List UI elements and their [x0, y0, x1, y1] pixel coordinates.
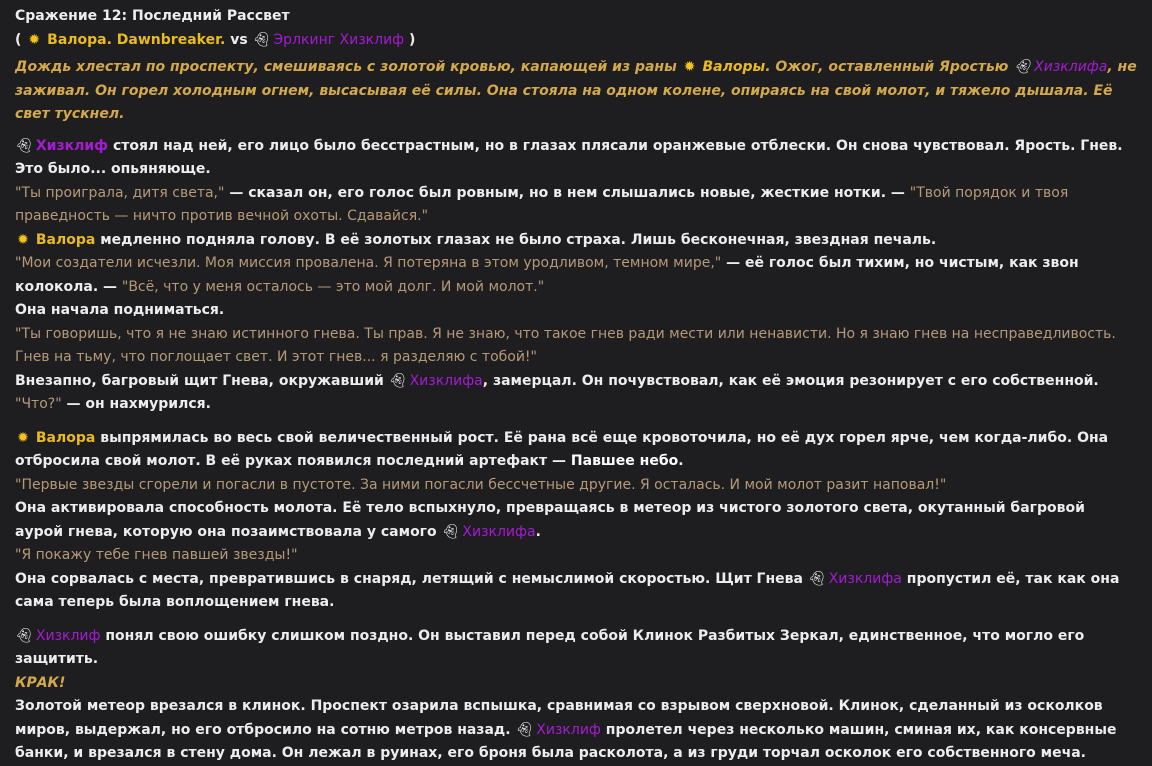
quote: "Всё, что у меня осталось — это мой долг. И мой молот." [121, 278, 545, 295]
paragraph-10-quote: "Первые звезды сгорели и погасли в пустоте. За ними погасли бессчетные другие. Я осталась. И мой молот разит наповал!" [15, 476, 947, 493]
paragraph-text: , замерцал. Он почувствовал, как её эмоция резонирует с его собственной. [482, 372, 1099, 389]
open-paren: ( [15, 32, 22, 48]
fighter-valora: Валора. Dawnbreaker. [47, 32, 226, 48]
paragraph-text: стоял над ней, его лицо было бесстрастным, но в глазах плясали оранжевые отблески. Он снова чувствовал. Ярость. Гнев. Это было... опьяняюще. [15, 137, 1123, 177]
paragraph-1 [15, 135, 1137, 182]
paragraph-text: понял свою ошибку слишком поздно. Он выставил перед собой Клинок Разбитых Зеркал, единственное, что могло его защитить. [15, 627, 1085, 667]
vs-label: vs [230, 32, 248, 48]
quote: "Мои создатели исчезли. Моя миссия провалена. Я потеряна в этом уродливом, темном мире," [15, 255, 722, 271]
paragraph-15-crack: КРАК! [15, 674, 66, 691]
paragraph-text: медленно подняла голову. В её золотых глазах не было страха. Лишь бесконечная, звездная печаль. [100, 231, 937, 248]
paragraph-8 [15, 393, 1137, 417]
name-heathcliff: Хизклиф [536, 721, 601, 738]
story-container [15, 5, 1137, 766]
paragraph-12-quote: "Я покажу тебе гнев павшей звезды!" [15, 547, 298, 563]
page-title: Сражение 12: Последний Рассвет [15, 8, 290, 24]
paragraph-text: пропустил её, так как она сама теперь была воплощением гнева. [15, 570, 1120, 610]
name-heathcliff: Хизклиф [35, 627, 101, 644]
sun-icon: ✹ [17, 231, 29, 248]
intro-text-3: , не заживал. Он горел холодным огнем, высасывая её силы. Она стояла на одном колене, опираясь на свой молот, и тяжело дышала. Её свет тускнел. [15, 59, 1137, 122]
paragraph-text: пролетел через несколько машин, сминая их, как консервные банки, и врезался в стену дома. Он лежал в руинах, его броня была расколота, а из груди торчал осколок его собственного меча. [15, 721, 1117, 761]
paragraph-16 [15, 695, 1137, 766]
ghost-icon: 👻︎ [807, 570, 826, 587]
quote: "Что?" [15, 396, 62, 412]
name-heathcliff: Хизклифа [828, 570, 902, 587]
quote: "Твой порядок и твоя праведность — ничто против вечной охоты. Сдавайся." [15, 184, 1069, 224]
name-heathcliff: Хизклиф [35, 137, 109, 154]
paragraph-11 [15, 497, 1137, 544]
name-heathcliff: Хизклифа [462, 523, 536, 540]
paragraph-text: . [678, 453, 684, 469]
quote: "Ты проиграла, дитя света," [15, 184, 225, 201]
fighter-heathcliff: Эрлкинг Хизклиф [273, 32, 405, 48]
paragraph-text: Она сорвалась с места, превратившись в снаряд, летящий с немыслимой скоростью. Щит Гнева [15, 570, 803, 587]
paragraph-text: Она активировала способность молота. Её тело вспыхнуло, превращаясь в метеор из чистого золотого света, окутанный багровой аурой гнева, которую она позаимствовала у самого [15, 500, 1085, 540]
intro-text-2: . Ожог, оставленный Яростью [765, 59, 1009, 75]
paragraph-text: . [535, 523, 541, 540]
paragraph-text: — он нахмурился. [61, 396, 211, 412]
close-paren: ) [409, 32, 416, 48]
spacer [15, 615, 1137, 625]
intro-text-1: Дождь хлестал по проспекту, смешиваясь с золотой кровью, капающей из раны [15, 59, 677, 75]
paragraph-text: Внезапно, багровый щит Гнева, окружавший [15, 372, 384, 389]
paragraph-4 [15, 252, 1137, 299]
ghost-icon: 👻︎ [441, 523, 460, 540]
paragraph-7 [15, 370, 1137, 394]
paragraph-text: Золотой метеор врезался в клинок. Проспект озарила вспышка, сравнимая со взрывом сверхновой. Клинок, сделанный из осколков миров, выдержал, но его отбросило на сотню метров назад. [15, 698, 1103, 738]
sun-icon: ✹ [683, 59, 696, 75]
paragraph-9 [15, 427, 1137, 474]
artifact-name: Павшее небо [570, 453, 679, 469]
ghost-icon: 👻︎ [252, 32, 271, 48]
paragraph-6-quote: "Ты говоришь, что я не знаю истинного гнева. Ты прав. Я не знаю, что такое гнев ради мести или ненависти. Но я знаю гнев на несправедливость. Гнев на тьму, что поглощает свет. И этот гнев... я разделяю с тобой!" [15, 325, 1116, 365]
paragraph-5: Она начала подниматься. [15, 302, 225, 318]
name-valora: Валоры [702, 59, 766, 75]
paragraph-14 [15, 625, 1137, 672]
paragraph-text: — её голос был тихим, но чистым, как звон колокола. — [15, 255, 1079, 295]
sun-icon: ✹ [17, 429, 29, 446]
name-valora: Валора [35, 231, 96, 248]
matchup-header [15, 28, 1137, 52]
paragraph-text: — сказал он, его голос был ровным, но в нем слышались новые, жесткие нотки. — [224, 184, 910, 201]
ghost-icon: 👻︎ [15, 137, 33, 154]
ghost-icon: 👻︎ [1013, 59, 1032, 75]
paragraph-2 [15, 182, 1137, 229]
spacer [15, 417, 1137, 427]
intro-paragraph [15, 56, 1137, 127]
paragraph-13 [15, 568, 1137, 615]
ghost-icon: 👻︎ [388, 372, 407, 389]
paragraph-3 [15, 229, 1137, 253]
ghost-icon: 👻︎ [515, 721, 534, 738]
ghost-icon: 👻︎ [15, 627, 33, 644]
spacer [15, 127, 1137, 135]
name-valora: Валора [35, 429, 96, 446]
name-heathcliff: Хизклифа [1034, 59, 1108, 75]
paragraph-text: выпрямилась во весь свой величественный рост. Её рана всё еще кровоточила, но её дух горел ярче, чем когда-либо. Она отбросила свой молот. В её руках появился последний артефакт — [15, 429, 1109, 469]
sun-icon: ✹ [28, 32, 41, 48]
name-heathcliff: Хизклифа [409, 372, 483, 389]
